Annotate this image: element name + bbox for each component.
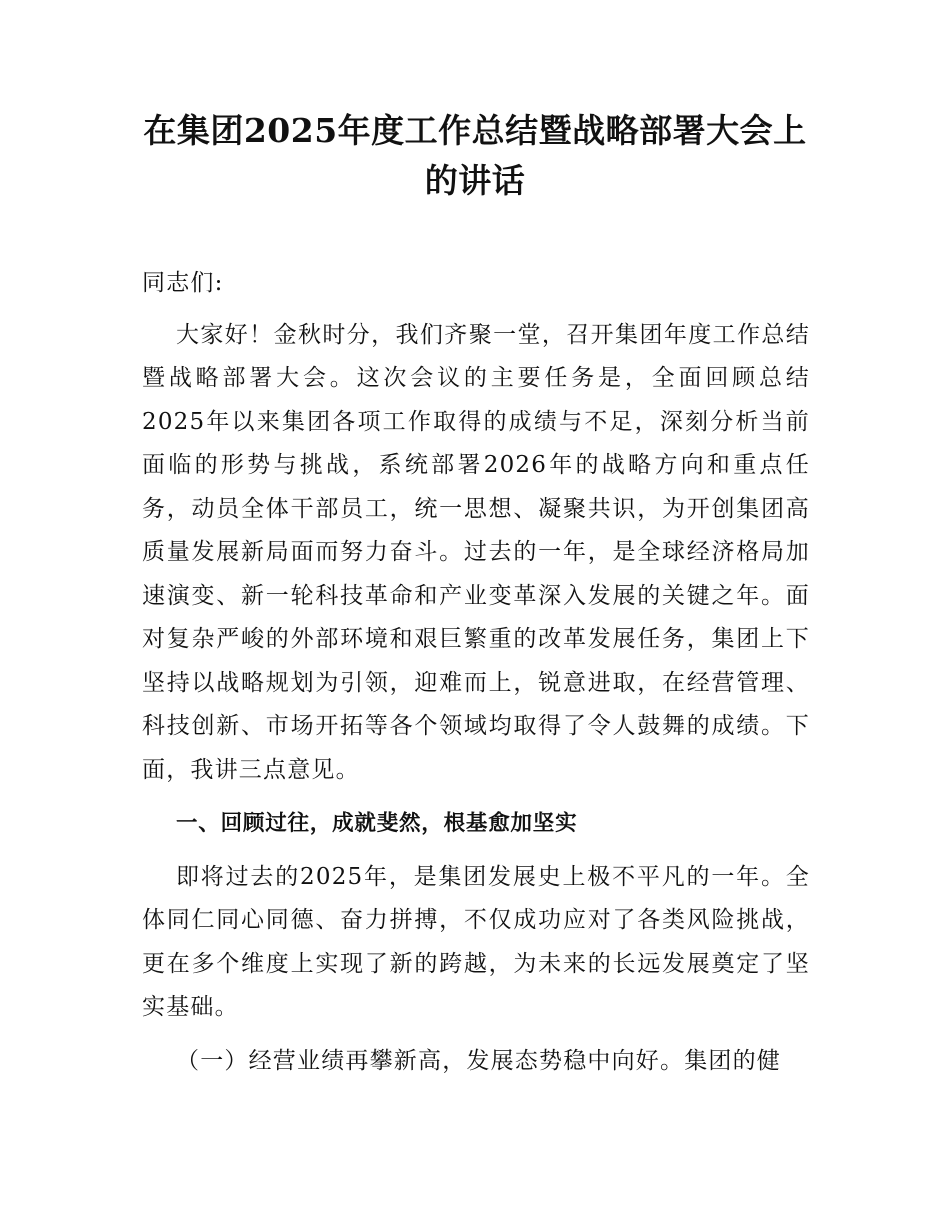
paragraph-intro: 大家好！金秋时分，我们齐聚一堂，召开集团年度工作总结暨战略部署大会。这次会议的主要任务是，全面回顾总结2025年以来集团各项工作取得的成绩与不足，深刻分析当前面临的形势与挑战，系统部署2026年的战略方向和重点任务，动员全体干部员工，统一思想、凝聚共识，为开创集团高质量发展新局面而努力奋斗。过去的一年，是全球经济格局加速演变、新一轮科技革命和产业变革深入发展的关键之年。面对复杂严峻的外部环境和艰巨繁重的改革发展任务，集团上下坚持以战略规划为引领，迎难而上，锐意进取，在经营管理、科技创新、市场开拓等各个领域均取得了令人鼓舞的成绩。下面，我讲三点意见。 [142,321,810,783]
title-line-1: 在集团2025年度工作总结暨战略部署大会上 [143,111,807,150]
section-heading-1: 一、回顾过往，成就斐然，根基愈加坚实 [176,811,578,836]
salutation: 同志们: [142,270,224,296]
document-title [120,106,830,206]
paragraph-subsection-1: （一）经营业绩再攀新高，发展态势稳中向好。集团的健 [176,1047,781,1074]
document-body [142,262,810,1083]
title-line-2: 的讲话 [424,161,526,200]
paragraph-review: 即将过去的2025年，是集团发展史上极不平凡的一年。全体同仁同心同德、奋力拼搏，不仅成功应对了各类风险挑战，更在多个维度上实现了新的跨越，为未来的长远发展奠定了坚实基础。 [142,863,810,1020]
